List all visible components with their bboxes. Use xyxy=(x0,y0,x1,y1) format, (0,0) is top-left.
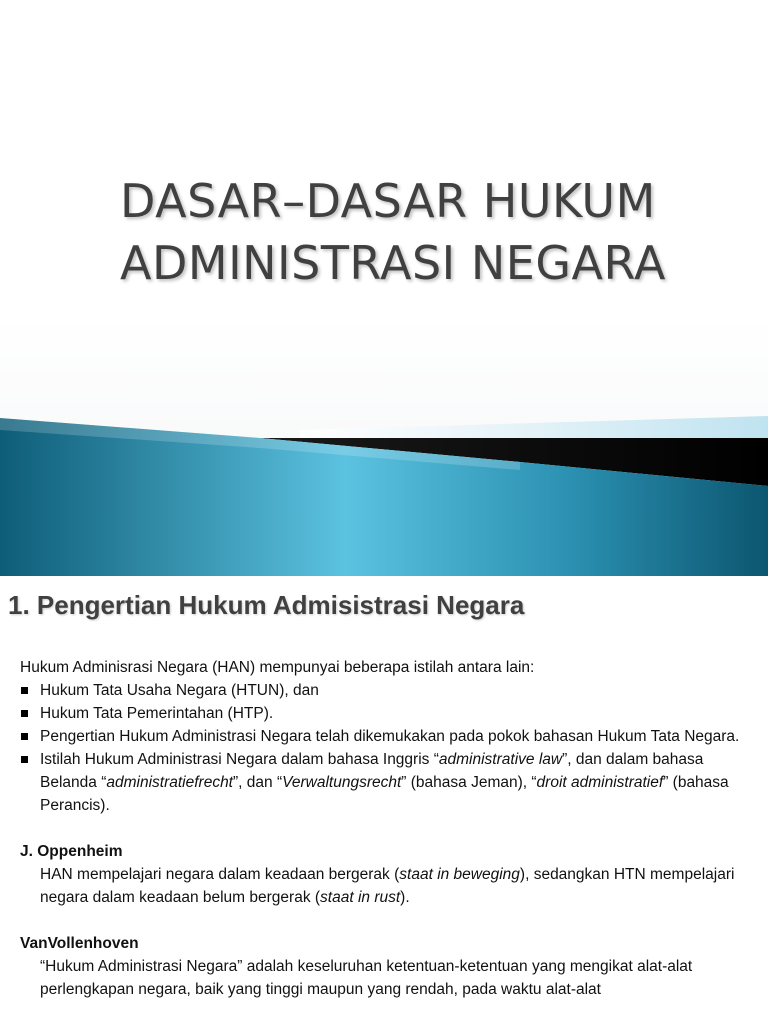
list-item xyxy=(20,725,755,748)
list-item-text: Istilah Hukum Administrasi Negara dalam bahasa Inggris “ xyxy=(40,751,439,768)
definition-text-part: HAN mempelajari negara dalam keadaan bergerak ( xyxy=(40,866,400,883)
list-item-text: ” (bahasa Jeman), “ xyxy=(401,774,537,791)
definition-text-part: ), sedangkan HTN mempelajari negara dalam keadaan belum bergerak ( xyxy=(40,866,735,906)
list-item-text: Hukum Tata Usaha Negara (HTUN), dan xyxy=(40,682,319,699)
definition-text xyxy=(20,863,755,909)
wave-pale-stripe xyxy=(300,416,768,438)
slide-title xyxy=(120,170,720,294)
definition-vanvollenhoven xyxy=(20,932,755,1001)
term-german: Verwaltungsrecht xyxy=(282,774,402,791)
term-dutch: administratiefrecht xyxy=(106,774,233,791)
author-name: J. Oppenheim xyxy=(20,843,123,860)
bullet-square-icon xyxy=(21,733,28,740)
term-english: administrative law xyxy=(438,751,563,768)
author-name: VanVollenhoven xyxy=(20,935,139,952)
bullet-square-icon xyxy=(21,756,28,763)
list-item xyxy=(20,748,755,817)
decorative-wave-band xyxy=(0,400,768,576)
list-item xyxy=(20,702,755,725)
slide-title-line-1: DASAR–DASAR HUKUM xyxy=(120,174,656,228)
list-item xyxy=(20,679,755,702)
definition-oppenheim xyxy=(20,840,755,909)
bullet-square-icon xyxy=(21,687,28,694)
list-item-text: Pengertian Hukum Administrasi Negara telah dikemukakan pada pokok bahasan Hukum Tata Negara. xyxy=(40,728,740,745)
bullet-square-icon xyxy=(21,710,28,717)
intro-paragraph: Hukum Adminisrasi Negara (HAN) mempunyai beberapa istilah antara lain: xyxy=(20,659,535,676)
definition-text: “Hukum Administrasi Negara” adalah keseluruhan ketentuan-ketentuan yang mengikat alat-alat perlengkapan negara, baik yang tinggi maupun yang rendah, pada waktu alat-alat xyxy=(40,958,693,998)
list-item-text: ”, dan “ xyxy=(233,774,283,791)
content-slide xyxy=(0,576,768,1024)
slide-title-line-2: ADMINISTRASI NEGARA xyxy=(120,236,667,290)
definition-text-part: ). xyxy=(400,889,410,906)
content-body xyxy=(20,656,755,1001)
term-french: droit administratief xyxy=(536,774,664,791)
term-italic: staat in beweging xyxy=(399,866,520,883)
term-list xyxy=(20,679,755,817)
list-item-text: ” (bahasa Perancis). xyxy=(40,774,729,814)
section-heading: 1. Pengertian Hukum Admisistrasi Negara xyxy=(8,590,525,620)
term-italic: staat in rust xyxy=(320,889,401,906)
list-item-text: Hukum Tata Pemerintahan (HTP). xyxy=(40,705,274,722)
list-item-text: ”, dan dalam bahasa Belanda “ xyxy=(40,751,704,791)
